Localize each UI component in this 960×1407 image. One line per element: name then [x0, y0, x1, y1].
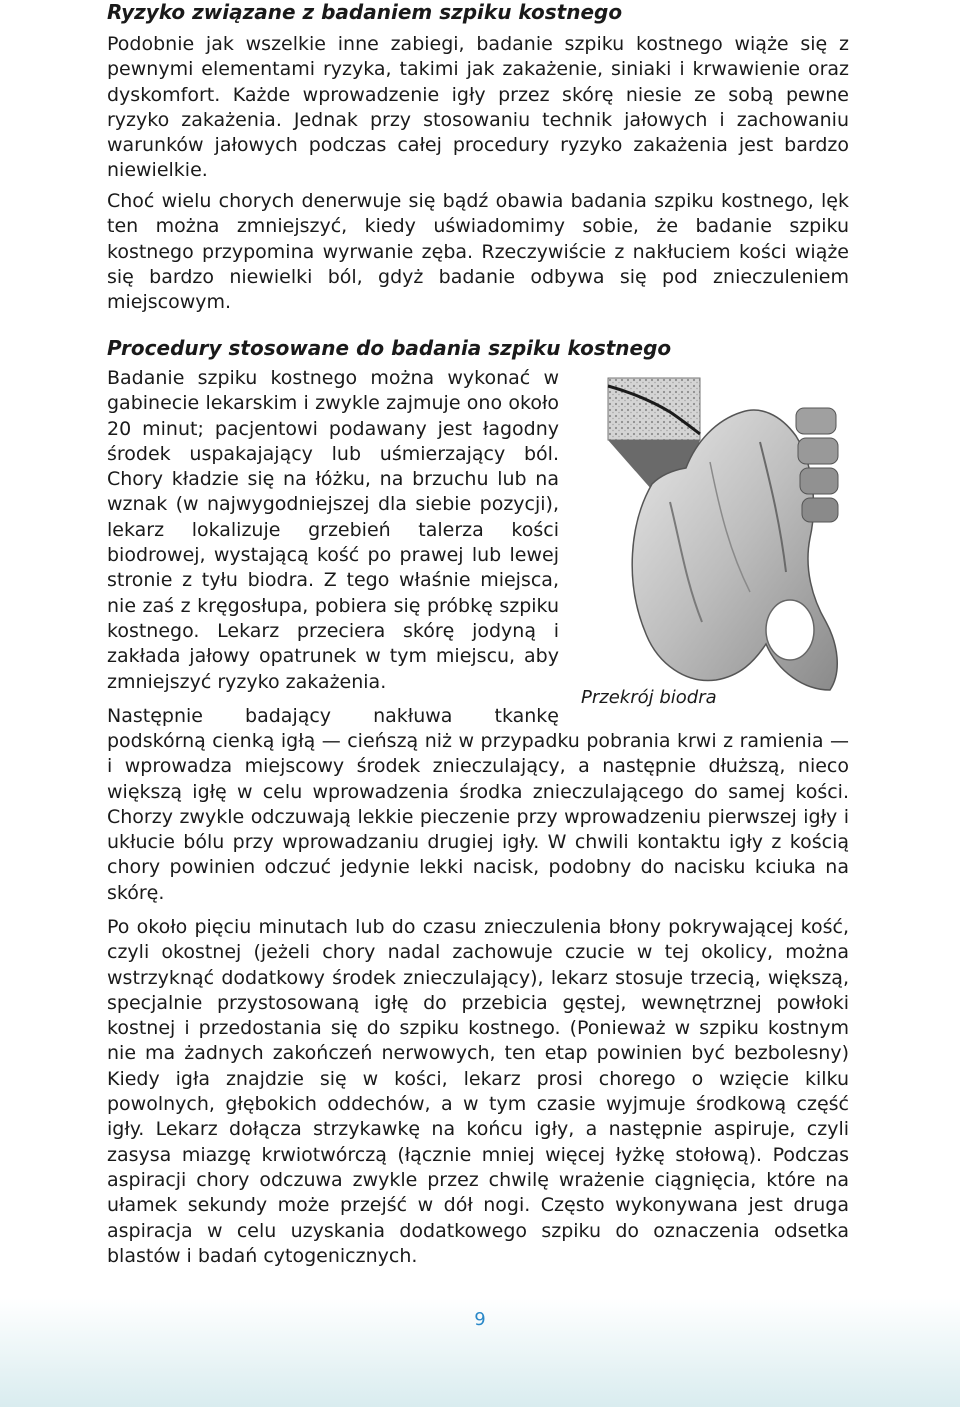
paragraph-risk-2: Choć wielu chorych denerwuje się bądź obawia badania szpiku kostnego, lęk ten można zmniejszyć, kiedy uświadomimy sobie, że badanie szpiku kostnego przypomina wyrwanie zęba. Rzeczywiście z nakłuciem kości wiąże się bardzo niewielki ból, gdyż badanie odbywa się pod znieczuleniem miejscowym.: [107, 190, 849, 314]
section-heading-risk: Ryzyko związane z badaniem szpiku kostnego: [107, 0, 623, 24]
paragraph-procedures-2-start: Następnie badający nakłuwa tkankę: [107, 705, 559, 727]
section-heading-procedures: Procedury stosowane do badania szpiku kostnego: [107, 336, 672, 360]
hip-cross-section-figure: [590, 372, 850, 700]
paragraph-procedures-3: Po około pięciu minutach lub do czasu znieczulenia błony pokrywającej kość, czyli okostnej (jeżeli chory nadal zachowuje czucie w tej okolicy, można wstrzyknąć dodatkowy środek znieczulający), lekarz stosuje trzecią, większą, specjalnie przystosowaną igłę do przebicia gęstej, wewnętrznej powłoki kostnej i przedostania się do szpiku kostnego. (Ponieważ w szpiku kostnym nie ma żadnych zakończeń nerwowych, ten etap powinien być bezbolesny) Kiedy igła znajdzie się w kości, lekarz prosi chorego o wzięcie kilku powolnych, głębokich oddechów, a w tym czasie wyjmuje środkową część igły. Lekarz dołącza strzykawkę na końcu igły, a następnie aspiruje, czyli zasysa miazgę krwiotwórczą (łącznie mniej więcej łyżkę stołową). Podczas aspiracji chory odczuwa zwykle przez chwilę wrażenie ciągnięcia, które na ułamek sekundy może przejść w dół nogi. Często wykonywana jest druga aspiracja w celu uzyskania dodatkowego szpiku do oznaczenia odsetka blastów i badań cytogenicznych.: [107, 916, 849, 1267]
paragraph-procedures-1: Badanie szpiku kostnego można wykonać w gabinecie lekarskim i zwykle zajmuje ono około 20 minut; pacjentowi podawany jest łagodny środek uspakajający lub uśmierzający ból. Chory kładzie się na łóżku, na brzuchu lub na wznak (w najwygodniejszej dla siebie pozycji), lekarz lokalizuje grzebień talerza kości biodrowej, wystającą kość po prawej lub lewej stronie z tyłu biodra. Z tego właśnie miejsca, nie zaś z kręgosłupa, pobiera się próbkę szpiku kostnego. Lekarz przeciera skórę jodyną i zakłada jałowy opatrunek w tym miejscu, aby zmniejszyć ryzyko zakażenia.: [107, 367, 559, 693]
paragraph-procedures-2: podskórną cienką igłą — cieńszą niż w przypadku pobrania krwi z ramienia — i wprowadza miejscowy środek znieczulający, a następnie dłuższą, nieco większą igłę w celu wprowadzenia środka znieczulającego do samej kości. Chorzy zwykle odczuwają lekkie pieczenie przy wprowadzeniu pierwszej igły i ukłucie bólu przy wprowadzaniu drugiej igły. W chwili kontaktu igły z kością chory powinien odczuć jedynie lekki nacisk, podobny do nacisku kciuka na skórę.: [107, 730, 849, 904]
figure-caption: Przekrój biodra: [581, 687, 717, 708]
paragraph-risk-1: Podobnie jak wszelkie inne zabiegi, badanie szpiku kostnego wiąże się z pewnymi elementami ryzyka, takimi jak zakażenie, siniaki i krwawienie oraz dyskomfort. Każde wprowadzenie igły przez skórę niesie ze sobą pewne ryzyko zakażenia. Jednak przy stosowaniu technik jałowych i zachowaniu warunków jałowych podczas całej procedury ryzyko zakażenia jest bardzo niewielkie.: [107, 33, 849, 182]
page-number: 9: [474, 1309, 486, 1330]
hip-bone-icon: [590, 372, 850, 700]
